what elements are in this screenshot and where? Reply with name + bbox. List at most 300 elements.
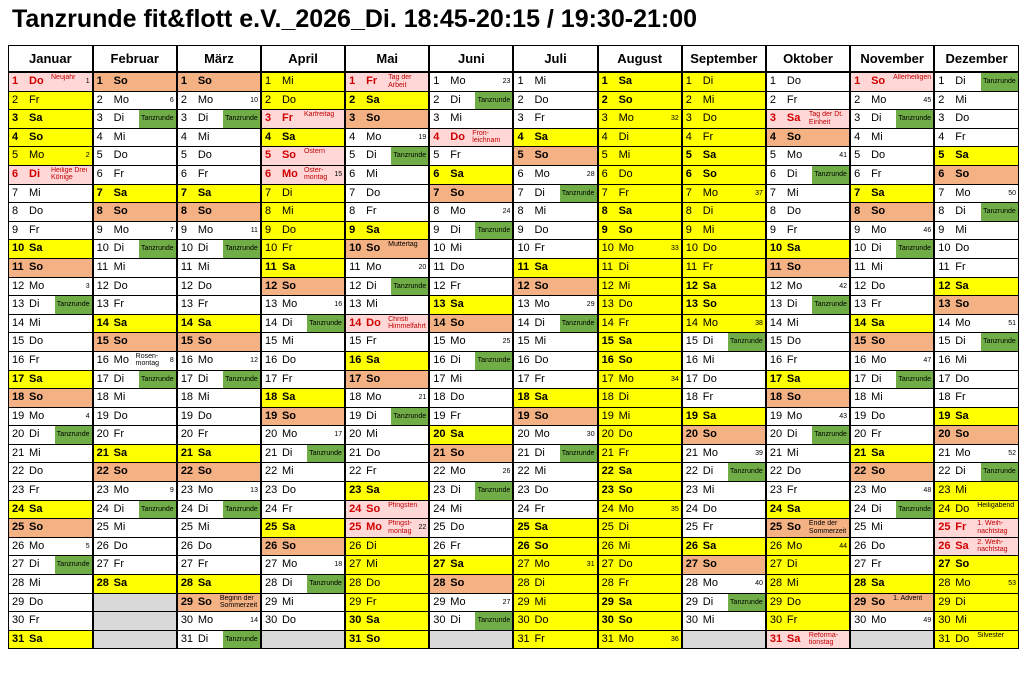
day-number: 14: [12, 316, 25, 329]
day-cell: [598, 519, 682, 538]
day-number: 3: [12, 112, 19, 125]
day-number: 15: [938, 335, 951, 348]
week-number: 20: [418, 263, 427, 271]
day-number: 21: [349, 446, 362, 459]
day-number: 2: [685, 93, 692, 106]
day-cell: [513, 91, 597, 110]
tanzrunde-badge: Tanzrunde: [223, 501, 260, 519]
weekday: Mi: [29, 577, 41, 590]
day-number: 26: [12, 539, 25, 552]
weekday: Do: [871, 149, 886, 162]
weekday: Mo: [450, 205, 466, 218]
day-cell: [345, 426, 429, 445]
day-number: 12: [264, 279, 278, 292]
week-number: 13: [250, 487, 258, 495]
day-number: 27: [96, 558, 109, 571]
day-number: 12: [938, 279, 951, 292]
week-number: 50: [1008, 189, 1016, 197]
weekday: Fr: [786, 353, 798, 366]
day-number: 3: [685, 112, 692, 125]
day-cell: [682, 258, 766, 277]
day-number: 21: [685, 446, 698, 459]
weekday: Di: [702, 75, 714, 87]
day-cell: [598, 110, 682, 129]
day-number: 9: [517, 223, 524, 236]
day-cell: [345, 258, 429, 277]
day-cell: [345, 184, 429, 203]
weekday: Do: [618, 428, 633, 441]
day-cell: [513, 72, 597, 91]
day-number: 16: [12, 353, 25, 366]
day-number: 20: [854, 428, 867, 441]
day-number: 22: [12, 465, 25, 478]
day-number: 24: [264, 502, 278, 515]
day-cell: [766, 314, 850, 333]
day-number: 21: [180, 446, 194, 459]
weekday: Fr: [450, 279, 461, 292]
day-note: Tag der Arbeit: [388, 74, 412, 89]
weekday: Sa: [955, 279, 969, 292]
day-cell: [261, 128, 345, 147]
day-number: 19: [685, 409, 698, 422]
day-number: 13: [517, 298, 530, 311]
day-cell: [93, 221, 177, 240]
weekday: Mi: [29, 186, 41, 199]
weekday: Do: [786, 595, 801, 608]
weekday: Do: [618, 298, 633, 311]
day-number: 19: [349, 409, 362, 422]
day-cell: [177, 463, 261, 482]
day-cell: [345, 72, 429, 91]
weekday: Mo: [197, 93, 214, 106]
day-number: 27: [601, 558, 614, 571]
day-cell: [598, 258, 682, 277]
weekday: Sa: [281, 521, 296, 534]
weekday: Do: [281, 614, 297, 627]
weekday: Mi: [197, 391, 210, 404]
day-number: 23: [517, 484, 530, 497]
weekday: Mo: [113, 93, 129, 106]
day-cell: [766, 277, 850, 296]
day-number: 16: [96, 353, 109, 366]
day-cell: [598, 240, 682, 259]
day-note: Karfreitag: [303, 111, 335, 119]
weekday: So: [197, 75, 212, 87]
day-cell: [93, 426, 177, 445]
weekday: Do: [702, 242, 717, 255]
day-number: 21: [264, 446, 278, 459]
day-row: [9, 296, 1019, 315]
day-cell: [598, 444, 682, 463]
weekday: Di: [450, 93, 461, 106]
month-header-row: [9, 46, 1019, 73]
weekday: Fr: [450, 539, 461, 552]
day-cell: [850, 147, 934, 166]
weekday: Mo: [618, 632, 634, 645]
day-number: 10: [264, 242, 278, 255]
weekday: Mo: [871, 223, 887, 236]
weekday: Sa: [197, 316, 212, 329]
day-cell: [93, 258, 177, 277]
weekday: Fr: [702, 521, 714, 534]
day-note: Pfingsten: [388, 501, 418, 509]
day-number: 23: [601, 484, 614, 497]
weekday: Sa: [534, 521, 548, 534]
day-number: 4: [96, 130, 103, 143]
tanzrunde-badge: Tanzrunde: [560, 185, 597, 203]
day-number: 20: [96, 428, 109, 441]
day-cell: [9, 184, 93, 203]
day-row: [9, 221, 1019, 240]
day-note: Fron-leichnam: [472, 129, 501, 145]
weekday: Fr: [197, 167, 209, 180]
week-number: 22: [418, 524, 427, 532]
day-cell: [9, 389, 93, 408]
week-number: 3: [85, 282, 90, 290]
day-number: 8: [517, 205, 524, 218]
day-cell: [177, 519, 261, 538]
day-cell: [93, 575, 177, 594]
day-row: [9, 444, 1019, 463]
day-cell: [513, 147, 597, 166]
day-cell: [934, 556, 1018, 575]
day-cell: [261, 296, 345, 315]
weekday: Mi: [702, 93, 715, 106]
day-number: 7: [854, 186, 861, 199]
day-number: 28: [517, 577, 530, 590]
weekday: Di: [450, 614, 461, 627]
day-number: 10: [854, 242, 867, 255]
day-cell: [850, 296, 934, 315]
day-cell: [850, 333, 934, 352]
day-cell: [850, 128, 934, 147]
day-number: 9: [433, 223, 440, 236]
weekday: Sa: [197, 446, 212, 459]
day-cell: [9, 110, 93, 129]
day-number: 28: [12, 577, 25, 590]
day-number: 6: [180, 167, 187, 180]
day-cell: [345, 593, 429, 612]
day-cell: [93, 277, 177, 296]
day-cell: [598, 91, 682, 110]
weekday: Do: [281, 223, 297, 236]
day-cell: [934, 110, 1018, 129]
day-number: 13: [349, 298, 362, 311]
day-cell: [177, 482, 261, 501]
day-number: 4: [517, 130, 524, 143]
day-number: 29: [433, 595, 446, 608]
week-number: 16: [334, 301, 343, 309]
day-cell: [513, 444, 597, 463]
weekday: Mo: [450, 335, 466, 348]
day-number: 20: [180, 428, 194, 441]
day-cell: [9, 296, 93, 315]
day-cell: [513, 593, 597, 612]
day-cell: [429, 314, 513, 333]
weekday: So: [366, 372, 381, 385]
weekday: Mi: [955, 93, 967, 106]
day-cell: [429, 537, 513, 556]
weekday: Do: [450, 521, 465, 534]
day-row: [9, 630, 1019, 649]
weekday: Do: [534, 93, 549, 106]
weekday: Sa: [29, 502, 43, 515]
week-number: 29: [586, 301, 595, 309]
day-number: 5: [601, 149, 608, 162]
weekday: Do: [197, 539, 212, 552]
weekday: Di: [113, 242, 125, 255]
day-number: 25: [517, 521, 530, 534]
day-number: 17: [601, 372, 614, 385]
weekday: Mo: [197, 353, 214, 366]
day-number: 22: [96, 465, 109, 478]
weekday: Sa: [786, 242, 801, 255]
day-number: 19: [433, 409, 446, 422]
day-number: 24: [601, 502, 614, 515]
day-number: 22: [938, 465, 951, 478]
weekday: Di: [955, 205, 966, 218]
day-number: 29: [938, 595, 951, 608]
day-cell: [850, 426, 934, 445]
weekday: Di: [618, 130, 629, 143]
day-number: 20: [601, 428, 614, 441]
day-number: 14: [938, 316, 951, 329]
day-number: 22: [685, 465, 698, 478]
weekday: Mi: [786, 577, 799, 590]
weekday: Fr: [113, 558, 125, 571]
day-cell: [934, 128, 1018, 147]
day-cell: [682, 184, 766, 203]
day-cell: [766, 482, 850, 501]
day-row: [9, 556, 1019, 575]
day-number: 10: [517, 242, 530, 255]
day-cell: [93, 91, 177, 110]
day-cell: [934, 203, 1018, 222]
day-number: 18: [769, 391, 783, 404]
day-cell: [766, 351, 850, 370]
tanzrunde-badge: Tanzrunde: [475, 482, 512, 500]
weekday: Mi: [702, 484, 715, 497]
weekday: Mo: [618, 502, 634, 515]
weekday: So: [955, 167, 970, 180]
tanzrunde-badge: Tanzrunde: [307, 575, 344, 593]
weekday: Di: [366, 279, 377, 292]
day-number: 18: [938, 391, 951, 404]
day-cell: [598, 314, 682, 333]
day-cell: [429, 444, 513, 463]
day-cell: [766, 370, 850, 389]
day-cell: [345, 351, 429, 370]
weekday: Sa: [281, 130, 296, 143]
day-cell: [177, 165, 261, 184]
day-cell: [261, 110, 345, 129]
day-number: 1: [769, 75, 777, 87]
weekday: Do: [29, 75, 44, 87]
weekday: Di: [29, 167, 40, 180]
day-number: 28: [938, 577, 951, 590]
day-number: 9: [854, 223, 861, 236]
day-number: 17: [12, 372, 25, 385]
day-number: 22: [433, 465, 446, 478]
weekday: Sa: [955, 539, 969, 552]
tanzrunde-badge: Tanzrunde: [307, 315, 344, 333]
day-row: [9, 612, 1019, 631]
day-cell: [261, 258, 345, 277]
day-number: 25: [180, 521, 194, 534]
weekday: Fr: [281, 112, 293, 125]
weekday: Do: [450, 130, 465, 143]
day-cell: [345, 612, 429, 631]
weekday: Do: [366, 446, 381, 459]
day-cell: [261, 556, 345, 575]
weekday: Sa: [113, 186, 128, 199]
month-header-7: Juli: [513, 46, 597, 73]
weekday: Mo: [197, 614, 214, 627]
day-number: 27: [349, 558, 362, 571]
weekday: Di: [281, 316, 293, 329]
weekday: Mi: [29, 446, 41, 459]
weekday: Di: [871, 372, 882, 385]
day-cell: [682, 128, 766, 147]
day-number: 7: [12, 186, 19, 199]
day-cell: [598, 184, 682, 203]
day-number: 8: [769, 205, 777, 218]
weekday: Fr: [534, 112, 545, 125]
weekday: Sa: [197, 577, 212, 590]
day-number: 8: [938, 205, 945, 218]
weekday: Mo: [366, 130, 382, 143]
week-number: 21: [418, 394, 427, 402]
weekday: Di: [281, 446, 293, 459]
weekday: Fr: [197, 428, 209, 441]
weekday: Sa: [702, 149, 717, 162]
day-number: 19: [264, 409, 278, 422]
day-number: 24: [854, 502, 867, 515]
day-cell: [177, 593, 261, 612]
day-cell: [682, 72, 766, 91]
day-number: 25: [601, 521, 614, 534]
day-note: 1. Weih-nachtstag: [977, 520, 1008, 535]
weekday: Fr: [281, 242, 293, 255]
weekday: Di: [955, 595, 966, 608]
weekday: So: [29, 260, 44, 273]
day-cell: [93, 612, 177, 631]
tanzrunde-badge: Tanzrunde: [391, 147, 428, 165]
weekday: So: [281, 539, 297, 552]
day-number: 5: [96, 149, 103, 162]
day-cell: [766, 333, 850, 352]
tanzrunde-badge: Tanzrunde: [560, 445, 597, 463]
day-cell: [345, 128, 429, 147]
day-cell: [261, 612, 345, 631]
day-number: 16: [938, 353, 951, 366]
tanzrunde-badge: Tanzrunde: [139, 110, 176, 128]
weekday: Do: [29, 335, 44, 348]
day-number: 7: [96, 186, 103, 199]
day-number: 5: [854, 149, 861, 162]
day-cell: [177, 258, 261, 277]
day-number: 24: [180, 502, 194, 515]
week-number: 9: [169, 487, 174, 495]
day-number: 4: [938, 130, 945, 143]
day-number: 1: [96, 75, 103, 87]
day-number: 10: [601, 242, 614, 255]
weekday: Sa: [871, 316, 885, 329]
weekday: Sa: [366, 614, 380, 627]
day-cell: [850, 556, 934, 575]
day-cell: [766, 630, 850, 649]
day-cell: [177, 630, 261, 649]
weekday: Mo: [113, 223, 129, 236]
day-cell: [9, 519, 93, 538]
day-cell: [934, 72, 1018, 91]
day-number: 5: [180, 149, 187, 162]
weekday: Mo: [366, 260, 382, 273]
day-number: 22: [769, 465, 783, 478]
weekday: Mi: [534, 205, 547, 218]
day-cell: [177, 184, 261, 203]
weekday: Fr: [450, 149, 461, 162]
weekday: Mo: [29, 279, 45, 292]
weekday: Do: [113, 279, 128, 292]
day-number: 31: [601, 632, 614, 645]
weekday: Mi: [197, 521, 210, 534]
day-number: 16: [601, 353, 614, 366]
weekday: Fr: [955, 260, 966, 273]
day-cell: [850, 407, 934, 426]
day-cell: [682, 537, 766, 556]
day-cell: [513, 389, 597, 408]
day-cell: [93, 407, 177, 426]
week-number: 42: [839, 282, 848, 290]
day-number: 21: [938, 446, 951, 459]
weekday: So: [197, 595, 212, 608]
day-row: [9, 72, 1019, 91]
day-cell: [934, 91, 1018, 110]
weekday: Sa: [955, 149, 969, 162]
weekday: Di: [113, 112, 125, 125]
day-number: 2: [349, 93, 356, 106]
day-number: 27: [12, 558, 25, 571]
day-cell: [682, 110, 766, 129]
day-number: 5: [938, 149, 945, 162]
day-number: 4: [854, 130, 861, 143]
weekday: Mo: [29, 149, 45, 162]
tanzrunde-badge: Tanzrunde: [391, 408, 428, 426]
day-row: [9, 575, 1019, 594]
day-cell: [766, 147, 850, 166]
day-cell: [598, 389, 682, 408]
day-cell: [93, 240, 177, 259]
day-number: 28: [601, 577, 614, 590]
day-cell: [934, 463, 1018, 482]
day-number: 26: [264, 539, 278, 552]
day-cell: [9, 537, 93, 556]
day-cell: [766, 91, 850, 110]
day-number: 15: [601, 335, 614, 348]
tanzrunde-badge: Tanzrunde: [223, 631, 260, 649]
day-number: 3: [601, 112, 608, 125]
weekday: Di: [29, 558, 40, 571]
day-cell: [682, 389, 766, 408]
day-number: 3: [349, 112, 356, 125]
weekday: Mo: [871, 93, 887, 106]
day-number: 11: [685, 260, 698, 273]
day-cell: [345, 333, 429, 352]
day-number: 5: [12, 149, 19, 162]
day-row: [9, 184, 1019, 203]
day-cell: [177, 351, 261, 370]
